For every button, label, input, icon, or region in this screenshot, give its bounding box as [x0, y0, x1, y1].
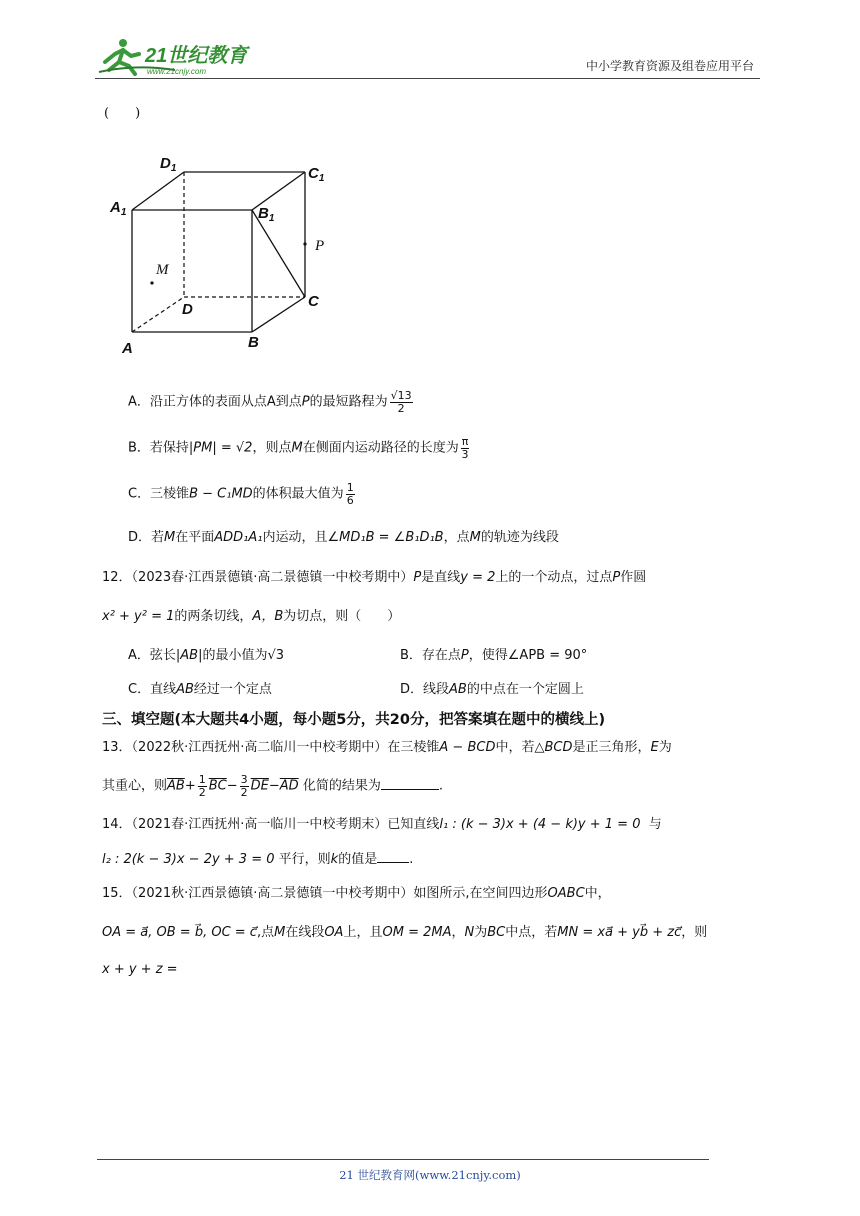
q13-line2: 其重心，则$\overline{AB}+$ $\frac{1}{2}$ $\overline{BC}-$ $\frac{3}{2}$ $\overline{DE}-\overline{AD}$ 化简的结果为 . — [102, 773, 443, 799]
q11-option-a[interactable]: A．沿正方体的表面从点A到点P的最短路程为 $\frac{√13}{2}$ — [128, 389, 412, 415]
svg-text:www.21cnjy.com: www.21cnjy.com — [147, 67, 206, 76]
q12-option-c[interactable]: C．直线AB经过一个定点 — [128, 682, 272, 697]
q11-option-d[interactable]: D．若M在平面ADD₁A₁内运动，且∠MD₁B = ∠B₁D₁B，点M的轨迹为线段 — [128, 530, 559, 545]
edge-a1d1 — [132, 172, 184, 210]
answer-blank[interactable] — [381, 777, 439, 790]
label-p: P — [315, 238, 325, 254]
point-m — [150, 281, 153, 284]
label-b: B — [248, 334, 259, 351]
q11-option-b[interactable]: B．若保持|PM| = √2，则点M在侧面内运动路径的长度为 $\frac{\pi}{3}$ — [128, 435, 469, 461]
q12-option-a[interactable]: A．弦长|AB|的最小值为√3 — [128, 648, 285, 663]
logo-runner-icon — [95, 36, 265, 76]
answer-blank[interactable] — [377, 850, 409, 863]
label-c1: $C_1$ — [308, 165, 325, 184]
q14-line1: 14．（2021春·江西抚州·高一临川一中校考期末）已知直线l₁ : (k − 3)x + (4 − k)y + 1 = 0 与 — [102, 817, 662, 832]
site-name: 中小学教育资源及组卷应用平台 — [585, 59, 754, 73]
q15-line1: 15．（2021秋·江西景德镇·高二景德镇一中校考期中）如图所示,在空间四边形OABC中， — [102, 886, 611, 901]
q12-line1: 12．（2023春·江西景德镇·高二景德镇一中校考期中）P是直线y = 2上的一个动点，过点P作圆 — [102, 570, 647, 585]
label-b1: $B_1$ — [258, 205, 275, 224]
q14-line2: l₂ : 2(k − 3)x − 2y + 3 = 0 平行，则k的值是 . — [102, 852, 414, 867]
section-title: 三、填空题(本大题共4小题，每小题5分，共20分，把答案填在题中的横线上) — [102, 712, 606, 728]
answer-paren: ( ) — [104, 106, 141, 121]
page-header — [95, 30, 760, 79]
footer: 21 世纪教育网(www.21cnjy.com) — [339, 1168, 521, 1182]
q12-option-b[interactable]: B．存在点P，使得∠APB = 90° — [400, 648, 588, 663]
edge-ad-hidden — [132, 297, 184, 332]
label-a1: $A_1$ — [110, 199, 127, 218]
label-a: A — [122, 340, 133, 357]
label-d: D — [182, 301, 193, 318]
edge-b1c — [252, 210, 305, 297]
edge-bc — [252, 297, 305, 332]
cube-figure — [100, 150, 350, 360]
q12-option-d[interactable]: D．线段AB的中点在一个定圆上 — [400, 682, 584, 697]
q11-option-c[interactable]: C．三棱锥B − C₁MD的体积最大值为 $\frac{1}{6}$ — [128, 481, 354, 507]
label-c: C — [308, 293, 319, 310]
q15-line3: x + y + z = — [102, 962, 178, 977]
label-d1: $D_1$ — [160, 155, 177, 174]
footer-divider — [97, 1159, 709, 1160]
svg-text:21世纪教育: 21世纪教育 — [145, 45, 248, 67]
q13-line1: 13．（2022秋·江西抚州·高二临川一中校考期中）在三棱锥A − BCD中，若△BCD是正三角形，E为 — [102, 740, 672, 755]
point-p — [303, 242, 306, 245]
label-m: M — [156, 262, 169, 278]
q12-line2: x² + y² = 1的两条切线，A，B为切点，则（ ） — [102, 609, 401, 624]
logo — [95, 36, 265, 76]
q15-line2: OA = a⃗, OB = b⃗, OC = c⃗,点M在线段OA上，且OM = 2MA，N为BC中点，若MN = xa⃗ + yb⃗ + zc⃗，则 — [102, 925, 708, 940]
